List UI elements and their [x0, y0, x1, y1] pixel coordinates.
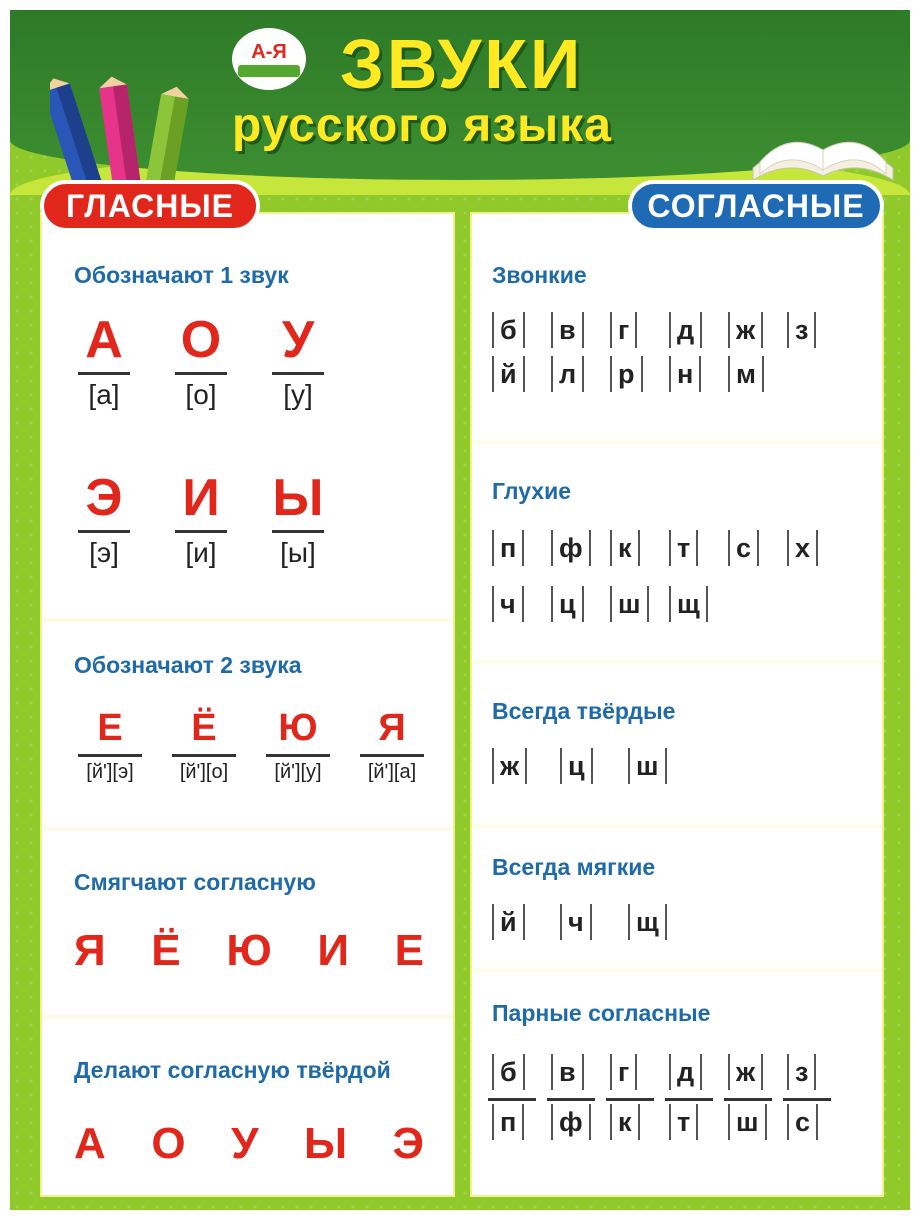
- vowel-sound: [й'][у]: [274, 761, 322, 783]
- vowels-badge: ГЛАСНЫЕ: [40, 180, 260, 232]
- vowel-cell: [268, 469, 328, 569]
- section-title: Всегда твёрдые: [492, 698, 676, 724]
- vowel-sound: [й'][о]: [179, 761, 229, 783]
- logo-text: А-Я: [251, 40, 287, 63]
- consonant-sound: ф: [551, 1104, 591, 1140]
- consonant-sound: з: [787, 312, 816, 348]
- vowel-cell: [74, 311, 134, 411]
- vowel-letter: У: [281, 311, 315, 369]
- underline: [175, 530, 227, 533]
- consonant-sound: ч: [560, 904, 592, 940]
- consonant-sound: ш: [728, 1104, 767, 1140]
- consonant-sound: ч: [492, 586, 524, 622]
- consonant-sound: б: [492, 312, 525, 348]
- vowel-letter: Ю: [226, 926, 272, 975]
- consonant-sound: ф: [551, 530, 591, 566]
- consonant-sound: ж: [728, 312, 763, 348]
- vowels-column: [40, 212, 455, 1197]
- section-title: Обозначают 2 звука: [74, 652, 302, 678]
- consonant-sound: д: [669, 1054, 702, 1090]
- underline: [266, 754, 330, 757]
- soften-letters: [74, 926, 424, 976]
- vowel-letter: Я: [378, 707, 406, 749]
- vowel-sound: [й'][э]: [86, 761, 134, 783]
- pencils-icon: [50, 76, 200, 186]
- vowel-letter: О: [151, 1119, 186, 1168]
- book-icon: [748, 118, 898, 188]
- section-always-hard: [472, 664, 882, 824]
- consonant-sound: п: [492, 1104, 524, 1140]
- underline: [175, 372, 227, 375]
- section-title: Парные согласные: [492, 1000, 711, 1026]
- consonant-sound: п: [492, 530, 524, 566]
- vowel-letter: Я: [74, 926, 106, 975]
- section-voiceless: [472, 444, 882, 660]
- consonant-sound: ж: [728, 1054, 763, 1090]
- consonant-sound: ш: [610, 586, 649, 622]
- underline: [783, 1098, 831, 1101]
- section-title: Глухие: [492, 478, 571, 504]
- section-title: Звонкие: [492, 262, 587, 288]
- vowel-letter: И: [317, 926, 349, 975]
- vowel-letter: Е: [97, 707, 123, 749]
- vowel-cell: [74, 708, 146, 784]
- consonant-sound: н: [669, 356, 701, 392]
- vowel-letter: Е: [394, 926, 424, 975]
- consonant-sound: р: [610, 356, 643, 392]
- vowel-cell: [74, 469, 134, 569]
- harden-letters: [74, 1119, 424, 1169]
- vowel-sound: [у]: [283, 379, 313, 410]
- consonant-sound: с: [728, 530, 759, 566]
- consonant-sound: й: [492, 356, 525, 392]
- vowel-sound: [а]: [88, 379, 120, 410]
- logo-ribbon: [238, 65, 300, 77]
- section-harden: [42, 1019, 453, 1195]
- vowel-letter: У: [231, 1119, 259, 1168]
- section-title: Смягчают согласную: [74, 869, 316, 895]
- consonants-column: [470, 212, 884, 1197]
- underline: [172, 754, 236, 757]
- underline: [606, 1098, 654, 1101]
- vowel-letter: И: [182, 469, 220, 527]
- section-title: Всегда мягкие: [492, 854, 656, 880]
- vowel-letter: Э: [85, 469, 123, 527]
- vowel-letter: А: [85, 311, 123, 369]
- vowel-letter: Ы: [272, 469, 324, 527]
- consonant-sound: д: [669, 312, 702, 348]
- logo: [232, 28, 306, 90]
- vowel-sound: [и]: [185, 537, 217, 568]
- poster: [10, 10, 910, 1210]
- consonant-sound: ц: [560, 748, 593, 784]
- consonant-sound: м: [728, 356, 764, 392]
- vowel-letter: Ю: [278, 707, 318, 749]
- consonant-sound: б: [492, 1054, 525, 1090]
- underline: [665, 1098, 713, 1101]
- consonant-sound: х: [787, 530, 818, 566]
- vowel-sound: [й'][а]: [367, 761, 417, 783]
- vowel-cell: [171, 469, 231, 569]
- consonant-sound: в: [551, 312, 584, 348]
- section-title: Обозначают 1 звук: [74, 262, 289, 288]
- vowel-cell: [171, 311, 231, 411]
- section-voiced: [472, 214, 882, 440]
- consonant-sound: ж: [492, 748, 527, 784]
- consonant-sound: з: [787, 1054, 816, 1090]
- underline: [724, 1098, 772, 1101]
- vowel-letter: Ё: [191, 707, 217, 749]
- underline: [488, 1098, 536, 1101]
- consonant-sound: т: [669, 1104, 698, 1140]
- vowel-cell: [268, 311, 328, 411]
- vowel-letter: А: [74, 1119, 106, 1168]
- vowel-cell: [168, 708, 240, 784]
- section-two-sounds: [42, 622, 453, 827]
- consonant-sound: г: [610, 312, 637, 348]
- section-one-sound: [42, 214, 453, 618]
- page-subtitle: русского языка: [232, 99, 612, 152]
- vowel-sound: [э]: [89, 537, 119, 568]
- consonant-sound: ш: [628, 748, 667, 784]
- page-title: ЗВУКИ: [340, 25, 584, 103]
- consonant-sound: щ: [628, 904, 667, 940]
- vowel-letter: Э: [392, 1119, 424, 1168]
- underline: [78, 754, 142, 757]
- vowel-cell: [356, 708, 428, 784]
- underline: [78, 372, 130, 375]
- consonant-sound: й: [492, 904, 525, 940]
- underline: [360, 754, 424, 757]
- underline: [272, 372, 324, 375]
- vowel-cell: [262, 708, 334, 784]
- consonant-sound: ц: [551, 586, 584, 622]
- section-paired: [472, 972, 882, 1195]
- consonant-sound: г: [610, 1054, 637, 1090]
- vowel-letter: О: [180, 311, 222, 369]
- consonants-badge: СОГЛАСНЫЕ: [628, 180, 884, 232]
- underline: [78, 530, 130, 533]
- consonant-sound: т: [669, 530, 698, 566]
- consonant-sound: с: [787, 1104, 818, 1140]
- vowel-sound: [о]: [185, 379, 217, 410]
- consonant-sound: в: [551, 1054, 584, 1090]
- consonant-sound: к: [610, 530, 640, 566]
- underline: [547, 1098, 595, 1101]
- consonant-sound: л: [551, 356, 584, 392]
- section-title: Делают согласную твёрдой: [74, 1057, 391, 1083]
- underline: [272, 530, 324, 533]
- section-soften: [42, 831, 453, 1015]
- vowel-letter: Ё: [151, 926, 181, 975]
- consonant-sound: к: [610, 1104, 640, 1140]
- vowel-letter: Ы: [304, 1119, 348, 1168]
- section-always-soft: [472, 828, 882, 968]
- consonant-sound: щ: [669, 586, 708, 622]
- vowel-sound: [ы]: [280, 537, 316, 568]
